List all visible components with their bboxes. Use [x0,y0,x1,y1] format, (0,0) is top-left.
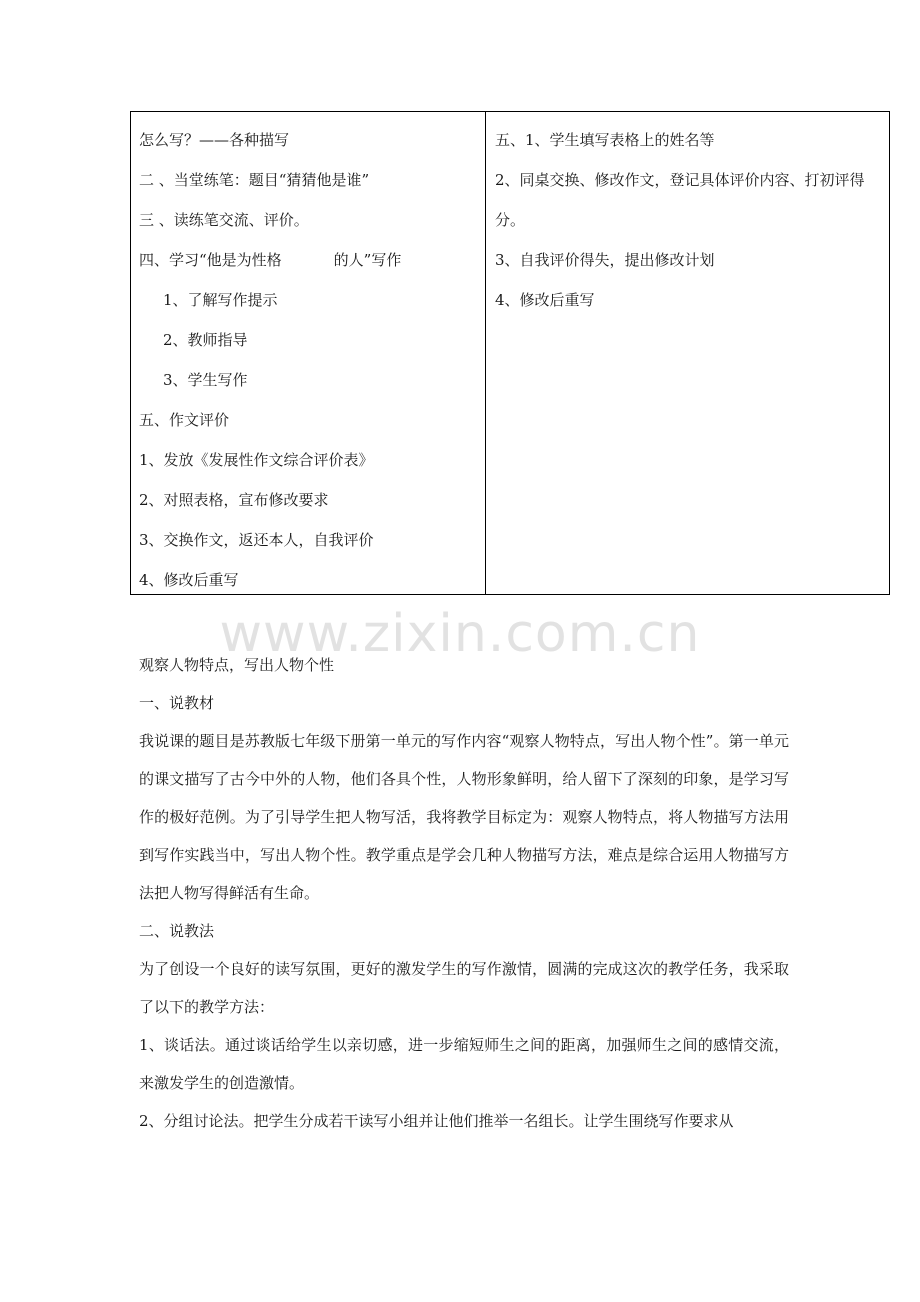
document-title: 观察人物特点，写出人物个性 [139,656,335,674]
lesson-table [130,111,890,595]
table-left-cell [131,112,486,594]
document-body [139,646,789,1140]
table-line-part: 四、学习“他是为性格 [139,251,282,269]
table-right-cell [486,112,889,594]
table-line: 4、修改后重写 [495,291,595,309]
table-line: 怎么写？——各种描写 [139,131,290,149]
paragraph: 2、分组讨论法。把学生分成若干读写小组并让他们推举一名组长。让学生围绕写作要求从 [139,1112,734,1130]
table-line: 五、1、学生填写表格上的姓名等 [495,131,715,149]
table-line: 1、了解写作提示 [163,291,278,309]
table-line [139,240,479,280]
table-line: 4、修改后重写 [139,571,239,589]
table-line: 2、同桌交换、修改作文，登记具体评价内容、打初评得分。 [495,171,865,229]
table-line: 2、教师指导 [163,331,248,349]
table-line: 五、作文评价 [139,411,230,429]
paragraph: 1、谈话法。通过谈话给学生以亲切感，进一步缩短师生之间的距离，加强师生之间的感情交流，来激发学生的创造激情。 [139,1036,789,1092]
paragraph: 我说课的题目是苏教版七年级下册第一单元的写作内容“观察人物特点，写出人物个性”。第一单元的课文描写了古今中外的人物，他们各具个性，人物形象鲜明，给人留下了深刻的印象，是学习写作的极好范例。为了引导学生把人物写活，我将教学目标定为：观察人物特点，将人物描写方法用到写作实践当中，写出人物个性。教学重点是学会几种人物描写方法，难点是综合运用人物描写方法把人物写得鲜活有生命。 [139,732,789,902]
table-line: 3、交换作文，返还本人，自我评价 [139,531,374,549]
section-heading: 一、说教材 [139,694,215,712]
table-line: 1、发放《发展性作文综合评价表》 [139,451,374,469]
table-line: 三 、读练笔交流、评价。 [139,211,309,229]
table-line-part: 的人”写作 [333,251,402,269]
table-line: 3、自我评价得失，提出修改计划 [495,251,715,269]
section-heading: 二、说教法 [139,922,215,940]
watermark: www.zixin.com.cn [219,604,701,664]
paragraph: 为了创设一个良好的读写氛围，更好的激发学生的写作激情，圆满的完成这次的教学任务，我采取了以下的教学方法： [139,960,789,1016]
table-line: 3、学生写作 [163,371,248,389]
table-line: 2、对照表格，宣布修改要求 [139,491,329,509]
table-line: 二 、当堂练笔：题目“猜猜他是谁” [139,171,370,189]
